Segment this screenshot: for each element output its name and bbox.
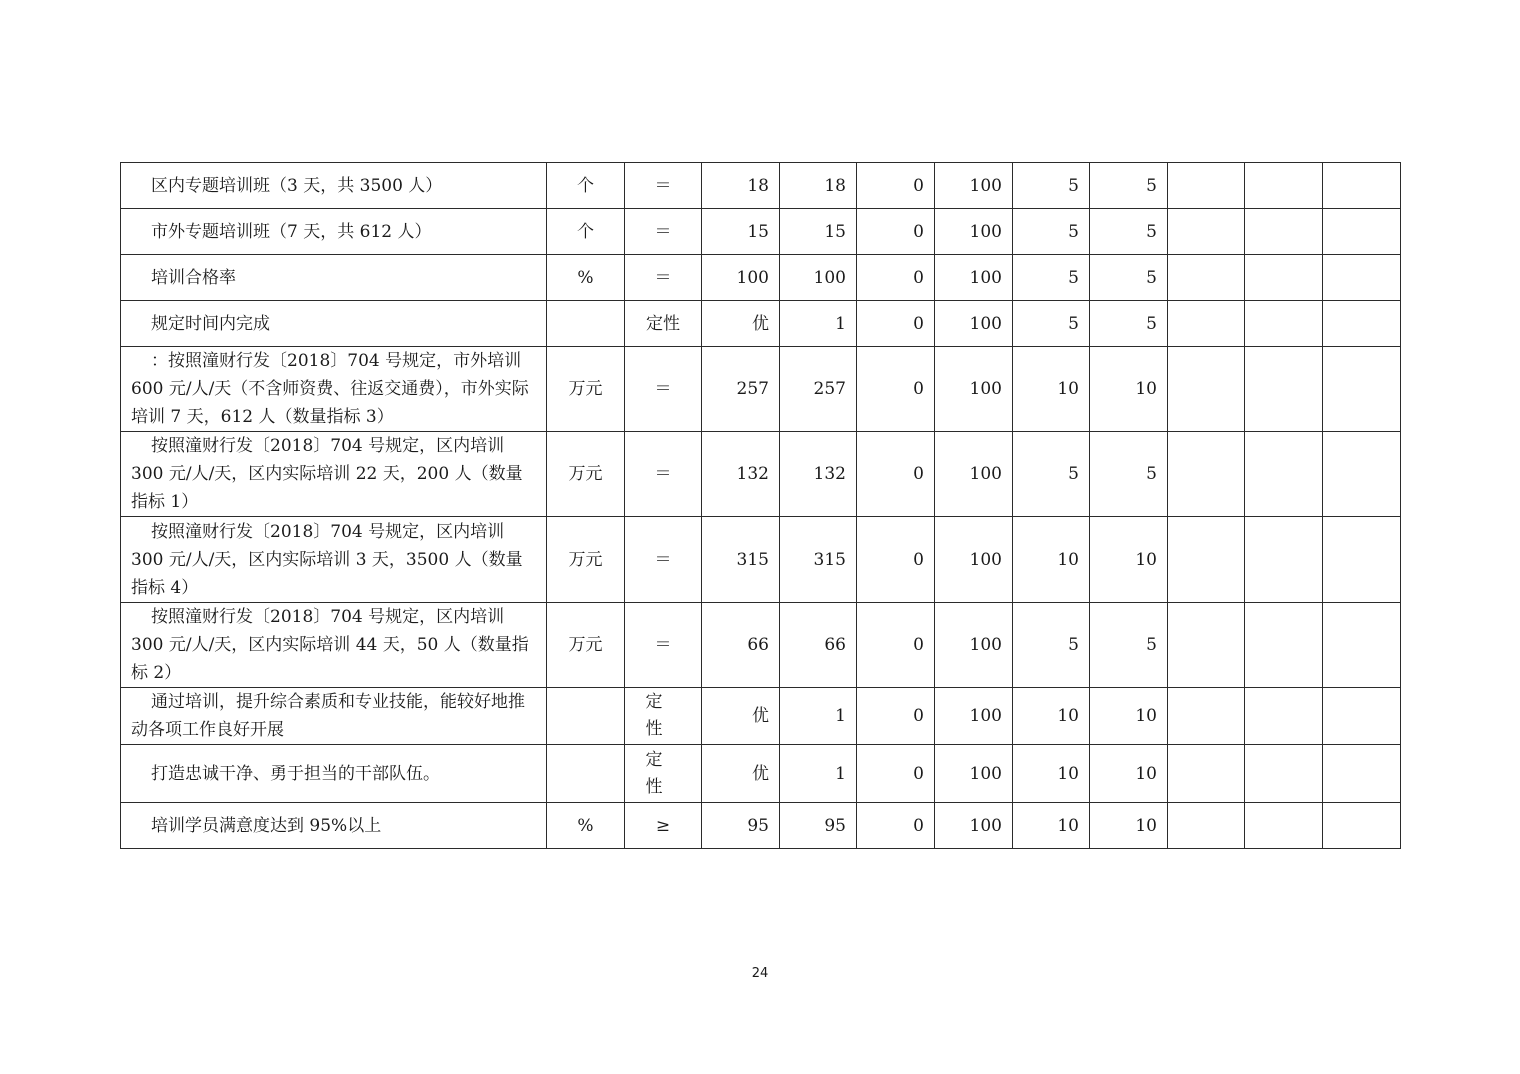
- actual-value: 95: [780, 803, 857, 849]
- deviation-value: 0: [857, 209, 935, 255]
- indicator-unit: 万元: [547, 603, 625, 688]
- deviation-value: 0: [857, 255, 935, 301]
- score-value: 10: [1090, 517, 1168, 603]
- table-row: [121, 803, 1401, 849]
- indicator-name: 通过培训，提升综合素质和专业技能，能较好地推动各项工作良好开展: [121, 688, 547, 745]
- actual-value: 257: [780, 347, 857, 432]
- indicator-name: 培训合格率: [121, 255, 547, 301]
- score-value: 10: [1090, 688, 1168, 745]
- empty-cell: [1323, 209, 1401, 255]
- empty-cell: [1323, 603, 1401, 688]
- table-row: [121, 745, 1401, 803]
- table-row: [121, 688, 1401, 745]
- weight-value: 5: [1013, 301, 1090, 347]
- empty-cell: [1168, 209, 1245, 255]
- actual-value: 1: [780, 745, 857, 803]
- empty-cell: [1245, 688, 1323, 745]
- empty-cell: [1323, 432, 1401, 517]
- weight-value: 5: [1013, 255, 1090, 301]
- completion-rate: 100: [935, 209, 1013, 255]
- empty-cell: [1168, 803, 1245, 849]
- empty-cell: [1323, 745, 1401, 803]
- indicator-operator: ＝: [625, 209, 702, 255]
- indicator-operator: 定性: [625, 301, 702, 347]
- indicator-unit: [547, 745, 625, 803]
- completion-rate: 100: [935, 301, 1013, 347]
- indicator-name: ：按照潼财行发〔2018〕704 号规定，市外培训 600 元/人/天（不含师资费、往返交通费），市外实际培训 7 天，612 人（数量指标 3）: [121, 347, 547, 432]
- empty-cell: [1245, 347, 1323, 432]
- indicator-operator: ＝: [625, 163, 702, 209]
- score-value: 10: [1090, 803, 1168, 849]
- actual-value: 100: [780, 255, 857, 301]
- empty-cell: [1168, 163, 1245, 209]
- score-value: 10: [1090, 745, 1168, 803]
- completion-rate: 100: [935, 163, 1013, 209]
- indicator-name: 规定时间内完成: [121, 301, 547, 347]
- completion-rate: 100: [935, 803, 1013, 849]
- empty-cell: [1323, 688, 1401, 745]
- indicator-operator: ＝: [625, 517, 702, 603]
- empty-cell: [1168, 603, 1245, 688]
- deviation-value: 0: [857, 432, 935, 517]
- indicator-name: 打造忠诚干净、勇于担当的干部队伍。: [121, 745, 547, 803]
- actual-value: 132: [780, 432, 857, 517]
- indicator-name: 按照潼财行发〔2018〕704 号规定，区内培训 300 元/人/天，区内实际培训 44 天，50 人（数量指标 2）: [121, 603, 547, 688]
- table-row: [121, 517, 1401, 603]
- target-value: 18: [702, 163, 780, 209]
- score-value: 5: [1090, 255, 1168, 301]
- deviation-value: 0: [857, 517, 935, 603]
- empty-cell: [1168, 255, 1245, 301]
- score-value: 5: [1090, 432, 1168, 517]
- target-value: 257: [702, 347, 780, 432]
- empty-cell: [1245, 432, 1323, 517]
- indicator-unit: 万元: [547, 347, 625, 432]
- indicator-operator: ＝: [625, 255, 702, 301]
- weight-value: 5: [1013, 603, 1090, 688]
- score-value: 5: [1090, 163, 1168, 209]
- indicator-name: 按照潼财行发〔2018〕704 号规定，区内培训 300 元/人/天，区内实际培训 22 天，200 人（数量指标 1）: [121, 432, 547, 517]
- deviation-value: 0: [857, 347, 935, 432]
- table-row: [121, 347, 1401, 432]
- indicator-name: 区内专题培训班（3 天，共 3500 人）: [121, 163, 547, 209]
- indicator-unit: 个: [547, 209, 625, 255]
- empty-cell: [1245, 209, 1323, 255]
- empty-cell: [1245, 745, 1323, 803]
- target-value: 15: [702, 209, 780, 255]
- empty-cell: [1245, 301, 1323, 347]
- deviation-value: 0: [857, 603, 935, 688]
- empty-cell: [1245, 163, 1323, 209]
- indicator-unit: %: [547, 803, 625, 849]
- weight-value: 10: [1013, 688, 1090, 745]
- indicator-operator: ＝: [625, 432, 702, 517]
- actual-value: 1: [780, 301, 857, 347]
- deviation-value: 0: [857, 803, 935, 849]
- weight-value: 10: [1013, 745, 1090, 803]
- target-value: 100: [702, 255, 780, 301]
- indicator-name: 市外专题培训班（7 天，共 612 人）: [121, 209, 547, 255]
- empty-cell: [1168, 301, 1245, 347]
- empty-cell: [1245, 803, 1323, 849]
- weight-value: 10: [1013, 517, 1090, 603]
- empty-cell: [1323, 517, 1401, 603]
- weight-value: 10: [1013, 803, 1090, 849]
- score-value: 5: [1090, 603, 1168, 688]
- indicator-name: 按照潼财行发〔2018〕704 号规定，区内培训 300 元/人/天，区内实际培训 3 天，3500 人（数量指标 4）: [121, 517, 547, 603]
- operator-text: 定性: [645, 692, 663, 739]
- deviation-value: 0: [857, 745, 935, 803]
- table-row: [121, 301, 1401, 347]
- target-value: 95: [702, 803, 780, 849]
- completion-rate: 100: [935, 603, 1013, 688]
- performance-indicator-table: [120, 162, 1401, 849]
- table-row: [121, 432, 1401, 517]
- empty-cell: [1323, 347, 1401, 432]
- empty-cell: [1168, 347, 1245, 432]
- empty-cell: [1168, 517, 1245, 603]
- empty-cell: [1245, 255, 1323, 301]
- empty-cell: [1168, 745, 1245, 803]
- target-value: 优: [702, 301, 780, 347]
- weight-value: 10: [1013, 347, 1090, 432]
- empty-cell: [1323, 301, 1401, 347]
- empty-cell: [1323, 255, 1401, 301]
- score-value: 10: [1090, 347, 1168, 432]
- empty-cell: [1168, 688, 1245, 745]
- target-value: 66: [702, 603, 780, 688]
- completion-rate: 100: [935, 688, 1013, 745]
- deviation-value: 0: [857, 688, 935, 745]
- indicator-operator: ＝: [625, 347, 702, 432]
- indicator-name: 培训学员满意度达到 95%以上: [121, 803, 547, 849]
- indicator-unit: 个: [547, 163, 625, 209]
- indicator-operator: [625, 688, 702, 745]
- operator-text: 定性: [645, 749, 663, 797]
- weight-value: 5: [1013, 163, 1090, 209]
- target-value: 优: [702, 745, 780, 803]
- target-value: 优: [702, 688, 780, 745]
- empty-cell: [1245, 603, 1323, 688]
- table-row: [121, 163, 1401, 209]
- score-value: 5: [1090, 301, 1168, 347]
- target-value: 132: [702, 432, 780, 517]
- page-number: 24: [751, 966, 769, 981]
- actual-value: 15: [780, 209, 857, 255]
- completion-rate: 100: [935, 347, 1013, 432]
- completion-rate: 100: [935, 255, 1013, 301]
- completion-rate: 100: [935, 745, 1013, 803]
- empty-cell: [1323, 163, 1401, 209]
- table-row: [121, 209, 1401, 255]
- actual-value: 18: [780, 163, 857, 209]
- indicator-operator: [625, 745, 702, 803]
- target-value: 315: [702, 517, 780, 603]
- indicator-operator: ＝: [625, 603, 702, 688]
- table-row: [121, 603, 1401, 688]
- empty-cell: [1245, 517, 1323, 603]
- indicator-unit: %: [547, 255, 625, 301]
- actual-value: 66: [780, 603, 857, 688]
- completion-rate: 100: [935, 517, 1013, 603]
- indicator-unit: [547, 688, 625, 745]
- empty-cell: [1323, 803, 1401, 849]
- deviation-value: 0: [857, 301, 935, 347]
- actual-value: 315: [780, 517, 857, 603]
- deviation-value: 0: [857, 163, 935, 209]
- empty-cell: [1168, 432, 1245, 517]
- weight-value: 5: [1013, 432, 1090, 517]
- table-row: [121, 255, 1401, 301]
- indicator-unit: 万元: [547, 517, 625, 603]
- actual-value: 1: [780, 688, 857, 745]
- indicator-operator: ≥: [625, 803, 702, 849]
- weight-value: 5: [1013, 209, 1090, 255]
- indicator-unit: 万元: [547, 432, 625, 517]
- completion-rate: 100: [935, 432, 1013, 517]
- indicator-unit: [547, 301, 625, 347]
- score-value: 5: [1090, 209, 1168, 255]
